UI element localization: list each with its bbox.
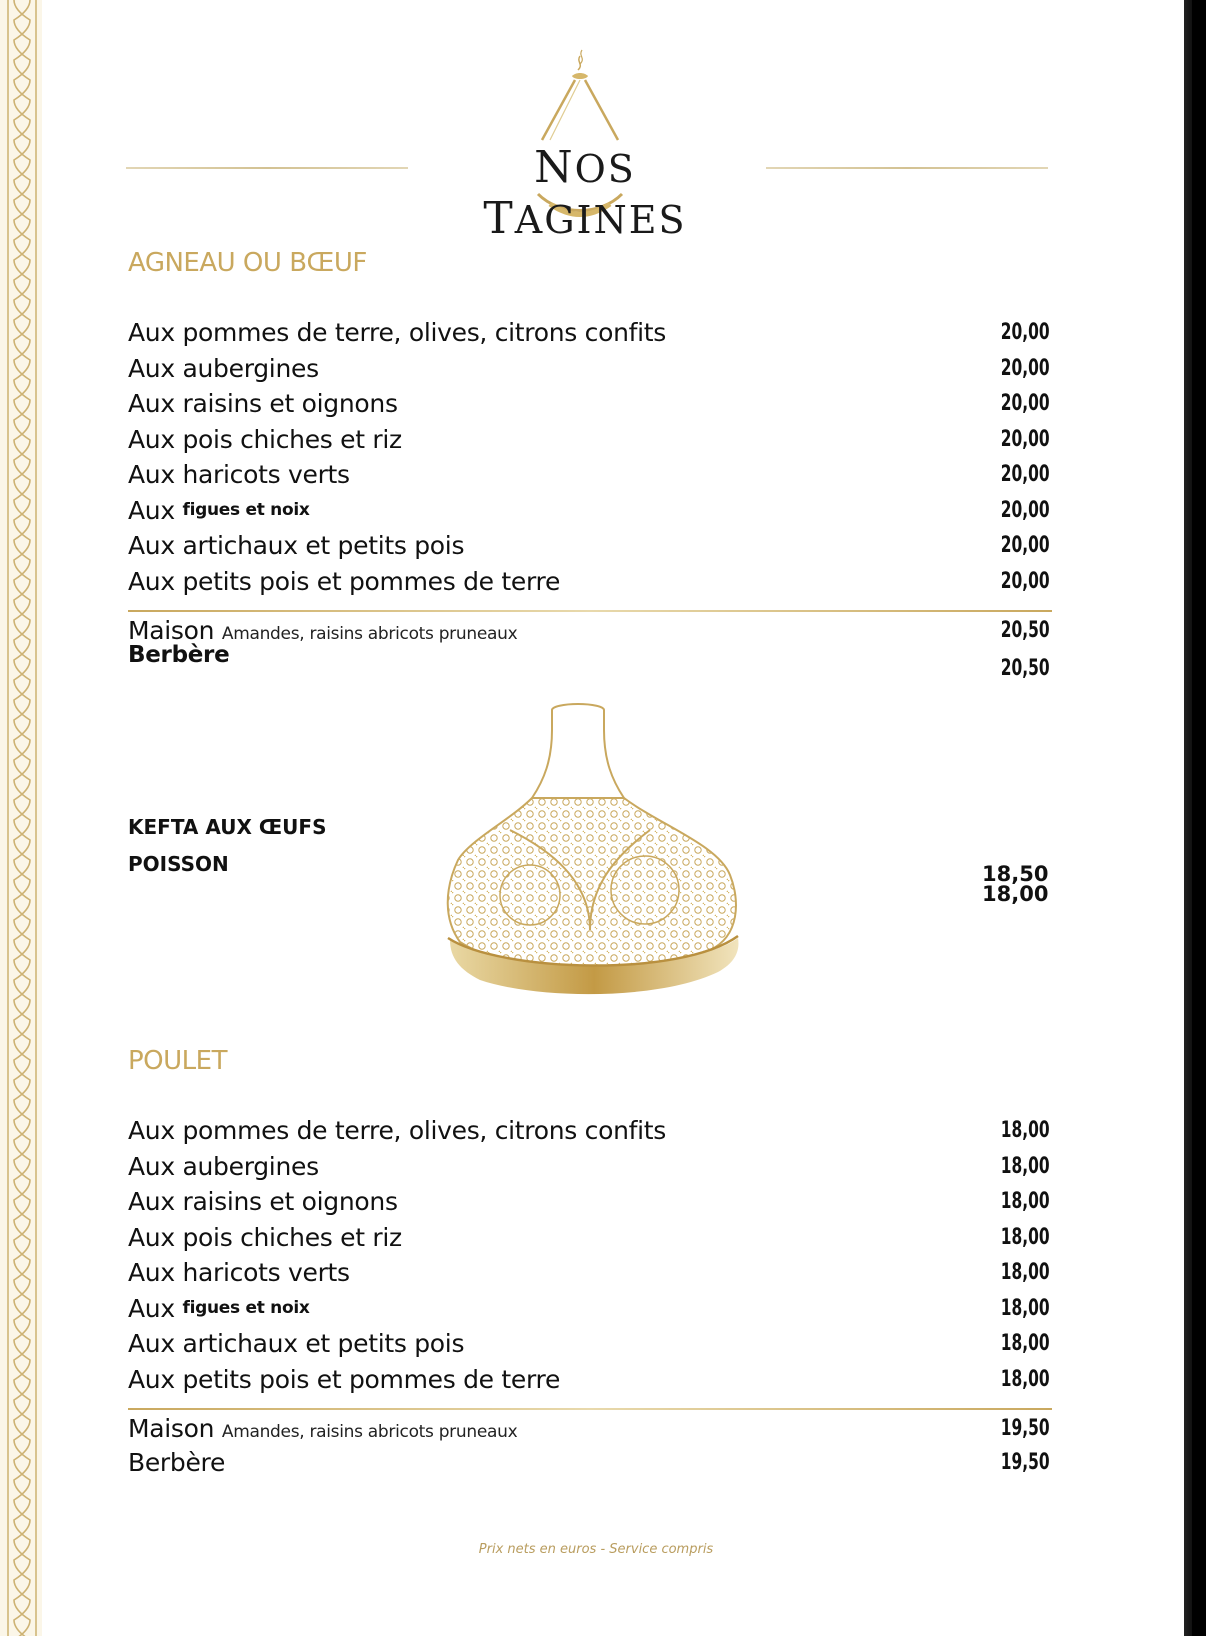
item-price: 18,00	[1001, 1153, 1050, 1179]
item-name: Aux raisins et oignons	[128, 389, 398, 418]
item-price: 20,00	[1001, 568, 1050, 594]
page-title: NOS TAGINES	[483, 142, 687, 244]
item-description: Amandes, raisins abricots pruneaux	[221, 1422, 518, 1442]
item-price: 18,00	[1001, 1366, 1050, 1392]
section-divider	[128, 1408, 1052, 1410]
menu-item	[128, 425, 1050, 459]
item-name: Aux pois chiches et riz	[128, 424, 402, 454]
poisson-price: 18,00	[982, 882, 1049, 906]
item-name: Aux haricots verts	[128, 460, 350, 489]
menu-item	[128, 1116, 1050, 1150]
menu-item-berbere	[128, 1448, 1050, 1482]
item-price: 20,00	[1001, 497, 1050, 523]
item-name: Aux pommes de terre, olives, citrons confits	[128, 1116, 667, 1145]
menu-item	[128, 1365, 1050, 1399]
item-name: Aux petits pois et pommes de terre	[128, 566, 561, 596]
section-heading-poulet: POULET	[128, 1046, 227, 1076]
item-price: 18,00	[1001, 1224, 1050, 1250]
kefta-price: 18,50	[982, 862, 1049, 886]
item-name: Aux artichaux et petits pois	[128, 1329, 465, 1358]
item-name: Maison	[128, 616, 215, 645]
item-name: Aux aubergines	[128, 353, 319, 383]
item-price: 20,50	[1001, 618, 1050, 643]
item-price: 18,00	[1001, 1295, 1050, 1321]
item-price: 18,00	[1001, 1118, 1050, 1143]
menu-item	[128, 1294, 1050, 1328]
menu-item	[128, 567, 1050, 601]
item-price: 19,50	[1001, 1450, 1050, 1475]
tagine-illustration	[440, 700, 750, 1050]
menu-item-kefta: KEFTA AUX ŒUFS	[128, 815, 327, 839]
item-price: 18,00	[1001, 1189, 1050, 1214]
item-price: 19,50	[1001, 1416, 1050, 1441]
menu-item	[128, 1329, 1050, 1363]
item-name: Aux petits pois et pommes de terre	[128, 1364, 561, 1394]
menu-item	[128, 1187, 1050, 1221]
footer-note: Prix nets en euros - Service compris	[478, 1542, 714, 1557]
menu-item	[128, 318, 1050, 352]
item-name: Aux figues et noix	[128, 495, 310, 525]
item-name: Maison	[128, 1414, 215, 1443]
item-price: 20,00	[1001, 462, 1050, 487]
item-price: 20,00	[1001, 355, 1050, 381]
menu-item	[128, 531, 1050, 565]
menu-item	[128, 1223, 1050, 1257]
item-name: Berbère	[128, 642, 230, 668]
item-price: 20,00	[1001, 533, 1050, 558]
menu-item-berbere	[128, 642, 1050, 681]
item-description: Amandes, raisins abricots pruneaux	[221, 624, 518, 644]
item-name: Aux artichaux et petits pois	[128, 531, 465, 560]
item-name: Berbère	[128, 1448, 226, 1477]
section-divider	[128, 610, 1052, 612]
menu-item	[128, 354, 1050, 388]
menu-item-maison	[128, 1414, 1050, 1448]
section-heading-agneau: AGNEAU OU BŒUF	[128, 248, 367, 278]
menu-item	[128, 389, 1050, 423]
item-price: 20,00	[1001, 426, 1050, 452]
item-name: Aux pois chiches et riz	[128, 1222, 402, 1252]
item-price: 20,50	[1001, 656, 1050, 681]
ornamental-border	[0, 0, 42, 1636]
title-rule-left	[126, 167, 408, 169]
page-edge	[1178, 0, 1192, 1636]
menu-item	[128, 460, 1050, 494]
menu-item	[128, 1152, 1050, 1186]
menu-item-poisson: POISSON	[128, 852, 229, 876]
item-price: 18,00	[1001, 1331, 1050, 1356]
item-price: 20,00	[1001, 320, 1050, 345]
item-name: Aux figues et noix	[128, 1293, 310, 1323]
item-name: Aux aubergines	[128, 1151, 319, 1181]
item-price: 18,00	[1001, 1260, 1050, 1285]
item-name: Aux raisins et oignons	[128, 1187, 398, 1216]
item-name: Aux haricots verts	[128, 1258, 350, 1287]
item-price: 20,00	[1001, 391, 1050, 416]
menu-item	[128, 496, 1050, 530]
item-name: Aux pommes de terre, olives, citrons confits	[128, 318, 667, 347]
title-rule-right	[766, 167, 1048, 169]
menu-item	[128, 1258, 1050, 1292]
